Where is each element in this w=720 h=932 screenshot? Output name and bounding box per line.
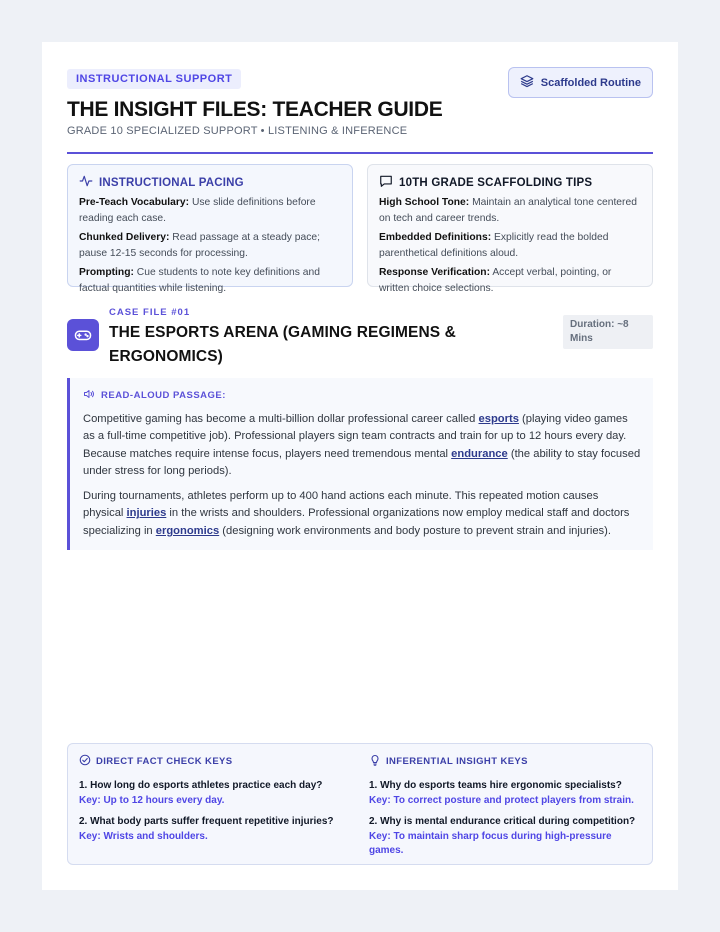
question: 1. How long do esports athletes practice each day? [79, 780, 323, 791]
passage-text: During tournaments, athletes perform up to 400 hand actions each minute. This repeated motion causes physical [83, 490, 599, 520]
vocab-term: endurance [451, 447, 508, 460]
scaffolding-item-term: Embedded Definitions: [379, 232, 492, 243]
passage-label-text: READ-ALOUD PASSAGE: [101, 390, 226, 401]
scaffolding-item-text: Accept verbal, pointing, or written choice selections. [379, 267, 612, 294]
scaffolding-item-text: Maintain an analytical tone centered on tech and career trends. [379, 197, 637, 224]
passage-text: Competitive gaming has become a multi-billion dollar professional career called [83, 413, 479, 425]
pacing-item [79, 195, 341, 226]
lightbulb-icon [369, 754, 381, 769]
answer-keys-panel [67, 743, 653, 865]
passage-text: (designing work environments and body posture to prevent strain and injuries). [219, 524, 611, 537]
question: 2. Why is mental endurance critical during competition? [369, 816, 636, 827]
pacing-title: INSTRUCTIONAL PACING [99, 176, 244, 189]
direct-keys-column [79, 754, 351, 856]
pacing-item-term: Prompting: [79, 267, 134, 278]
page-title: THE INSIGHT FILES: TEACHER GUIDE [67, 98, 443, 121]
pacing-item [79, 265, 341, 296]
pacing-item-text: Cue students to note key definitions and factual quantities while listening. [79, 267, 320, 294]
pacing-item-term: Chunked Delivery: [79, 232, 170, 243]
check-circle-icon [79, 754, 91, 769]
vocab-term: injuries [126, 507, 167, 520]
scaffolding-item [379, 230, 641, 261]
passage-text: (the ability to stay focused under stress for long periods). [83, 447, 641, 477]
pacing-item-text: Use slide definitions before reading each case. [79, 197, 316, 224]
page-subtitle: GRADE 10 SPECIALIZED SUPPORT • LISTENING & INFERENCE [67, 125, 408, 137]
passage-paragraph [83, 411, 641, 480]
tips-row [67, 164, 653, 294]
pacing-item-term: Pre-Teach Vocabulary: [79, 197, 190, 208]
teacher-guide-page [42, 42, 678, 890]
header-divider [67, 152, 653, 154]
scaffolding-item [379, 265, 641, 296]
case-header [67, 307, 653, 369]
section-label: INSTRUCTIONAL SUPPORT [67, 69, 241, 89]
duration-badge: Duration: ~8 Mins [563, 315, 653, 349]
pacing-heading [79, 174, 341, 191]
vocab-term: ergonomics [155, 524, 220, 537]
scaffolding-item [379, 195, 641, 226]
direct-keys-heading [79, 754, 351, 769]
header-top-row [67, 67, 653, 95]
scaffolding-item-term: Response Verification: [379, 267, 491, 278]
inferential-keys-heading [369, 754, 641, 769]
inferential-keys-column [369, 754, 641, 856]
direct-keys-title: DIRECT FACT CHECK KEYS [96, 756, 233, 767]
scaffolding-title: 10TH GRADE SCAFFOLDING TIPS [399, 176, 593, 189]
speaker-icon [83, 388, 95, 403]
answer-key: Key: Wrists and shoulders. [79, 830, 208, 842]
answer-key: Key: To correct posture and protect players from strain. [369, 794, 634, 806]
answer-key: Key: To maintain sharp focus during high-pressure games. [369, 830, 612, 856]
routine-badge-label: Scaffolded Routine [540, 76, 641, 89]
read-aloud-passage [67, 378, 653, 550]
vocab-term: esports [478, 413, 519, 425]
passage-label [83, 388, 641, 403]
layers-icon [520, 74, 534, 91]
chat-icon [379, 174, 393, 191]
page-content [67, 67, 653, 856]
gamepad-icon [67, 319, 99, 351]
question: 2. What body parts suffer frequent repetitive injuries? [79, 816, 334, 827]
case-title: THE ESPORTS ARENA (GAMING REGIMENS & ERGONOMICS) [109, 324, 456, 365]
scaffolding-item-text: Explicitly read the bolded parenthetical definitions aloud. [379, 232, 609, 259]
passage-text: (playing video games as a full-time competitive job). Professional players sign team contracts and train for up to 12 hours every day. Because matches require intense focus, players need tremendous mental [83, 413, 628, 460]
passage-text: in the wrists and shoulders. Professional organizations now employ medical staff and doctors specializing in [83, 507, 630, 537]
pacing-item-text: Read passage at a steady pace; pause 12-15 seconds for processing. [79, 232, 320, 259]
case-number: CASE FILE #01 [109, 307, 191, 318]
question: 1. Why do esports teams hire ergonomic specialists? [369, 780, 622, 791]
inferential-keys-title: INFERENTIAL INSIGHT KEYS [386, 756, 528, 767]
pulse-icon [79, 174, 93, 191]
scaffolding-heading [379, 174, 641, 191]
passage-paragraph [83, 488, 641, 540]
scaffolding-card [367, 164, 653, 294]
routine-badge [508, 67, 653, 98]
pacing-card [67, 164, 353, 294]
pacing-item [79, 230, 341, 261]
answer-key: Key: Up to 12 hours every day. [79, 794, 225, 806]
scaffolding-item-term: High School Tone: [379, 197, 470, 208]
